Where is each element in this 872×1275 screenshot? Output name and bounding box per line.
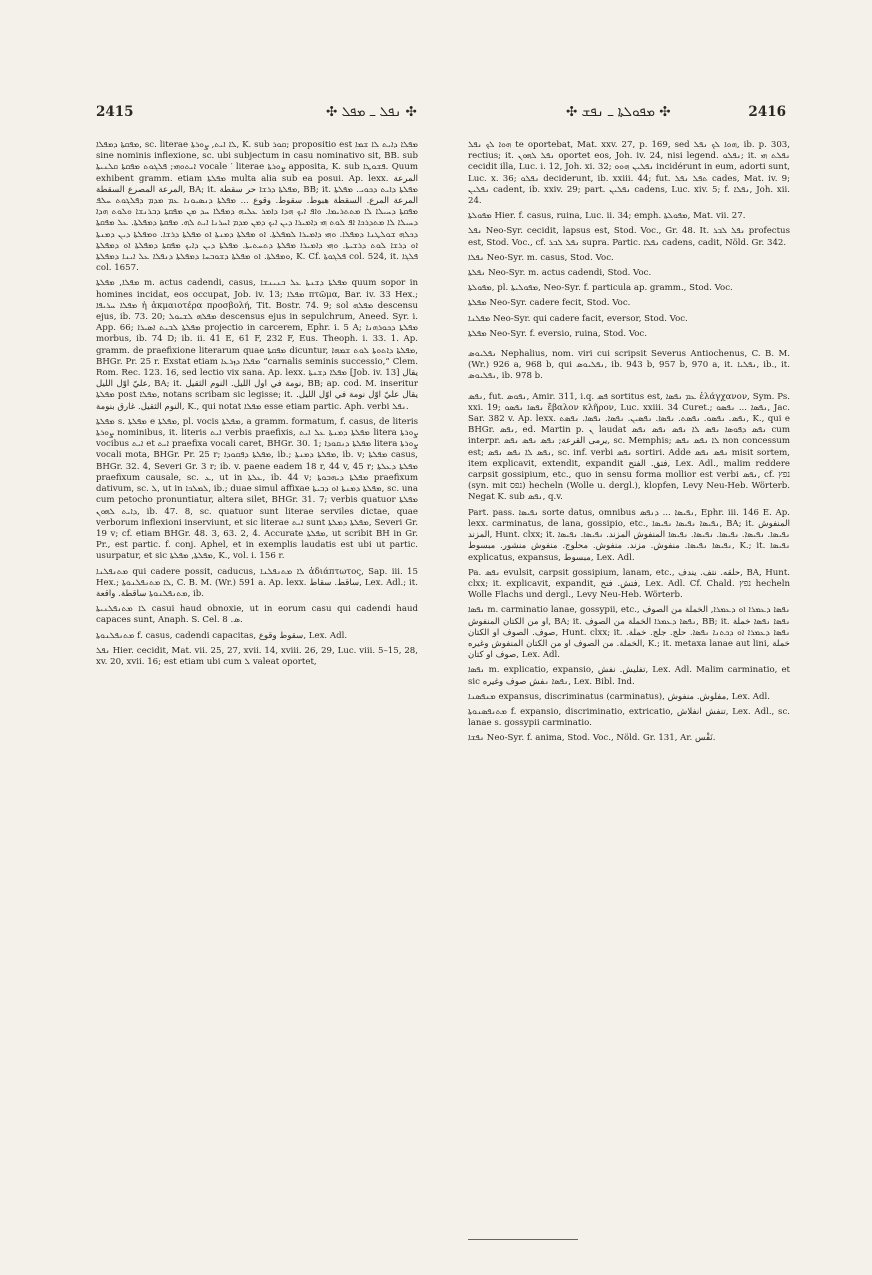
- footer-rule: [468, 1239, 578, 1240]
- entry-right-6: ܡܦܘܠܬܐ, pl. ܡܦܘܠܝܬܐ, Neo-Syr. f. particula ap. gramm., Stod. Voc.: [468, 283, 733, 294]
- page-number-right: 2416: [748, 104, 786, 120]
- entry-left-1: ܡܦܩܬܐ ܕܡܦܠܐ, sc. literae ܠܐ ܐܝܬ, ܨܘܪܬܐ, K. sub ܩܘܪ; propositio est ܡܦܠܐ ܕܐܝܬ ܠܐ ܫܡܐ sine nominis inflexione, sc. ubi subjectum in casu nominativo sit, BB. sub ܐܝܬܘܗܝ; ܦܠܓܘܬ ܡܦܩܬܐ ܩܠܢܝܬܐ vocale ′ literae ܨܘܪܬܐ apposita, K. sub ܦܫܘܛܐ. Quum exhibent gramm. etiam ܡܦܠܬܐ multa alia sub ea posui. Ap. lexx. المرعة المرعة المصرع السقطة, BA; it. ܡܦܠܬܐ ܕܪܫܐ حر سقطة, BB; it. ܡܦܠܬܐ ܕܐܝܬ ܕܟܘܝ. ܡܦܠܬܐ المرعة المرع. السقطة هبوط. سقوط. وقوع ... ܡܦܠܬܐ ܕܢܣܝܘܢܐ ܥܡ ܡܕܡ ܕܦܠܓܘܬ ܚܠܦ ܡܦܩܬܐ ܕܚܝܠܐ ܠܐ ܡܬܬܪܝܡܐ. ܘܐܦ ܐܝܟ ܗܕܐ ܕܐܡܪ ܥܠܝܗ ܕܡܦܠܐ ܚܕ ܡܢ ܡܦܩܬܐ ܕܒܪܢܫܐ ܘܠܘܬ ܗܕܐ ܕܚܝܠܐ ܠܐ ܡܬܕܪܟܐ ܐܦ ܠܘܬ ܗܝ ܕܐܡܝܪܐ ܕܝܢ ܐܝܟ ܕܡܢ ܡܕܡ ܐܚܪܢܐ ܐܝܬ ܠܗ. ܡܦܩܬܐ ܕܡܦܠܬܐ. ܥܠ ܡܦܩܬܐ ܕܟܠܗ ܫܘܠܛܢܐ ܕܡܦܠܐ. ܘܗܝ ܕܐܡܝܪܐ ܠܡܦܠܬܐ. ܐܘ ܡܦܠܬܐ ܕܡܢܬܐ ܐܘ ܡܦܠܬܐ ܕܪܫܐ. ܘܡܦܠܬܐ ܕܝܢ ܕܡܢܬܐ ܐܘ ܕܪܫܐ ܠܘܬ ܕܪܫܝܬܐ. ܘܗܝ ܕܐܡܝܪܐ ܡܦܠܬܐ ܕܬܚܬܝܬܐ. ܡܦܠܬܐ ܕܝܢ ܕܐܝܟ ܡܦܩܬܐ ܕܡܦܠܬܐ ܐܘ ܕܡܦܠܬܐ ܘܡܦܠܬܐ. ܐܘ ܡܦܠܬܐ ܕܫܘܒܚܐ ܕܡܦܠܬܐ ܕܢܦܠܐ ܥܠ ܐܝܢܐ ܕܡܦܠܬܐ, K. Cf. ܦܠܓܘܬܐ col. 524, it. ܦܠܓܐ col. 1657.: [96, 140, 418, 274]
- running-head-right: ✣ ܡܦܘܠܬܐ ـ ܢܦܫ ✣: [566, 104, 671, 120]
- entry-right-5: ܢܦܠܬܐ Neo-Syr. m. actus cadendi, Stod. Voc.: [468, 268, 652, 279]
- page-header: [96, 104, 786, 126]
- page-number-left: 2415: [96, 104, 134, 120]
- entry-right-3: ܢܦܠ Neo-Syr. cecidit, lapsus est, Stod. Voc., Gr. 48. It. ܢܦܠ ܠܒܪ profectus est, Stod. Voc., cf. ܢܦܠ ܠܒܪ supra. Partic. ܢܦܠܐ cadens, cadit, Nöld. Gr. 342.: [468, 226, 790, 248]
- entry-right-1: ܗܘܐ ܠܟ ܢܦܠ te oportebat, Mat. xxv. 27, p. 169, sed ܗܘܐ ܠܟ ܢܦܠ, ib. p. 303, rectius; it. ܢܦܠ ܠܗܘܢ oportet eos, Joh. iv. 24, nisi legend. ܢܦܠܘ; it. ܢܦܠܬ ܗܝ cecidit illa, Luc. i. 12, Joh. xi. 32; ܢܦܠܝܢ ܗܘܘ incidérunt in eum, adorti sunt, Luc. x. 36; ܢܦܠܘ deciderunt, ib. xxiii. 44; fut. ܬܦܠ ܢܦܠ cades, Mat. iv. 9; ܢܦܠܝܢ cadent, ib. xxiv. 29; part. ܢܦܠܝܢ cadens, Luc. xiv. 5; f. ܢܦܠܐ, Joh. xii. 24.: [468, 140, 790, 207]
- entry-right-16: ܡܢܦܣܢܐ expansus, discriminatus (carminatus), مفلوش. منفوش, Lex. Adl.: [468, 691, 770, 702]
- entry-right-12: Part. pass. ܢܦܝܣܐ sorte datus, omnibus ܢܦܝܣܐ ... ܕܢܦܣ, Ephr. iii. 146 E. Ap. lexx. carminatus, de lana, gossipio, etc., ܢܦܝܣܐ ܢܦܝܣܐ ܢܦܝܣܐ, BA; it. المنفوش المزند, Hunt. clxx; it. ܢܦܝܣܐ. ܢܦܝܣܐ. ܢܦܝܣܐ. ܢܦܝܣܐ. ܢܦܝܣܐ المنفوش المزند. ܢܦܝܣܐ. ܢܦܝܣܐ ܢܦܝܣܐ ܢܦܝܣܐ. منفوش. مزند. منفوش. محلوج. منفوش منشور. مبسوط, K.; it. ܢܦܝܣܐ explicatus, expansus, مبسوط, Lex. Adl.: [468, 507, 790, 563]
- entry-right-17: ܡܬܢܦܣܢܘܬܐ f. expansio, discriminatio, extricatio, تنفش انفلاش, Lex. Adl., sc. lanae s. gossypii carminatio.: [468, 706, 790, 729]
- entry-right-14: ܢܦܣܐ m. carminatio lanae, gossypii, etc., ܢܦܣܐ ܕܥܡܪܐ ܐܘ ܕܥܡܪܐ, الخملة من الصوف او من الكتان المنفوش, BA; it. ܢܦܣܐ ܕܥܡܪܐ الخملة من الصوف, BB; it. ܢܦܣܐ ܢܦܣܐ خملة صوف. الصوف او الكتان, Hunt. clxx; it. ܢܦܣܐ ܕܥܡܪܐ ܐܘ ܕܟܬܢܐ ܢܦܣܐ. حلج. جلج. خملة. الخملة. من الصوف او من الكتان المنفوش وغيره, K.; it. metaxa lanae aut lini, خملة صوف او كتان, Lex. Adl.: [468, 605, 790, 661]
- entry-right-7: ܡܦܠܬܐ Neo-Syr. cadere fecit, Stod. Voc.: [468, 298, 631, 309]
- entry-left-4: ܡܬܢܦܠܢܐ qui cadere possit, caducus, ܠܐ ܡܬܢܦܠܢܐ ἀδιάπτωτος, Sap. iii. 15 Hex.; ܠܐ ܡܬܢܦܠܢܘܬܐ, C. B. M. (Wr.) 591 a. Ap. lexx. ساقط. سقاط, Lex. Adl.; it. ܡܬܢܦܠܢܘܬܐ ساقطة. واقعة, ib.: [96, 566, 418, 599]
- entry-left-2: ܡܦܠܐ, ܡܦܠܬܐ m. actus cadendi, casus, ܡܦܠܬܐ ܕܫܢܬܐ ܥܠ ܒܢܝܢܫܐ quum sopor in homines incidat, eos occupat, Job. iv. 13; ܡܦܠܐ πτῶμα, Bar. iv. 33 Hex.; ܡܦܠܐ ܚܪܝܦܐ ἡ ἀκμαιοτέρα προσβολή, Tit. Bostr. 74. 9; sol ܡܦܠܗ descensu ejus, ib. 73. 20; ܡܦܠܗ ܠܫܝܘܠ descensus ejus in sepulchrum, Aneed. Syr. i. App. 66; ܡܦܠܬܐ ܠܒܝܬ ܐܣܝܪܐ projectio in carcerem, Ephr. i. 5 A; ܡܦܠܬܐ ܕܟܘܪܗܢܐ morbus, ib. 74 D; ib. ii. 41 E, 61 F, 232 F, Eus. Theoph. i. 33. 1. Ap. gramm. de praefixione literarum quae ܡܦܩܬܐ dicuntur, ܡܦܠܬܐ ܕܐܬܘܬܐ ܠܘܬ ܫܡܗܐ, BHGr. Pr. 25 r. Exstat etiam ܡܦܠܐ ܕܙܪܥܐ “carnalis seminis successio,” Clem. Rom. Rec. 123. 16, sed lectio vix sana. Ap. lexx. ܡܦܠܐ ܕܫܢܬܐ [Job. iv. 13] يقال عليّ اوّل الليل, BA; it. نومة في اول الليل. النوم الثقيل, BB; ap. cod. M. inseritur ܡܦܠܬܐ post ܡܦܠܐ, notans scribam sic legisse; it. يقال عليّ اوّل نومة في اوّل الليل. النوم الثقيل. غارق بنومة, K., qui notat ܡܦܠܐ esse etiam partic. Aph. verbi ܢܦܠ.: [96, 278, 418, 412]
- running-head-left: ✣ ܢܦܠ ـ ܡܦܠ ✣: [326, 104, 417, 120]
- entry-left-5: ܠܐ ܡܬܢܦܠܢܝܬܐ casui haud obnoxie, ut in eorum casu qui cadendi haud capaces sunt, Anaph. S. Cel. ܣ. 8.: [96, 604, 418, 626]
- right-column: [468, 140, 790, 1250]
- entry-right-10: ܢܦܠܝܘܣ Nephalius, nom. viri cui scripsit Severus Antiochenus, C. B. M. (Wr.) 926 a, 968 b, qui ܢܦܠܝܘܣ, ib. 943 b, 957 b, 970 a, it. ܢܦܠܝܐ, ib., it. ܢܦܠܝܘܣ, ib. 978 b.: [468, 349, 790, 382]
- entry-right-13: Pa. ܢܦܣ evulsit, carpsit gossipium, lanam, etc., حلقه. نتف. يندف, BA, Hunt. clxx; it. explicavit, expandit, فتش. فتح, Lex. Adl. Cf. Chald. נפץ hecheln Wolle Flachs und dergl., Levy Neu-Heb. Wörterb.: [468, 567, 790, 601]
- entry-left-7: ܢܦܠ Hier. cecidit, Mat. vii. 25, 27, xvii. 14, xviii. 26, 29, Luc. viii. 5–15, 28, xv. 20, xvii. 16; est etiam ubi cum ܠ valeat oportet,: [96, 645, 418, 667]
- entry-right-2: ܡܦܘܠܬܐ Hier. f. casus, ruina, Luc. ii. 34; emph. ܡܦܘܠܬܐ, Mat. vii. 27.: [468, 211, 746, 222]
- entry-right-15: ܢܦܣܐ m. explicatio, expansio, تفليش. نفش, Lex. Adl. Malim carminatio, et sic ܢܦܣܐ ܢفش صوف وغيره, Lex. Bibl. Ind.: [468, 665, 790, 687]
- entry-right-11: ܢܦܣ, fut. ܢܦܘܣ, Amir. 311, i.q. ܦܣ sortitus est, ܥܡ ܢܦܣܐ ἐλάγχανον, Sym. Ps. xxi. 19; ܢܦܣܐ ܢܦܣܘ ἔβαλον κλῆρον, Luc. xxiii. 34 Curet.; ܢܦܣܐ ... ܢܦܣܘ, Jac. Sar. 382 v. Ap. lexx. ܢܦܣ. ܢܦܣܘ. ܢܦܣܬ. ܢܦܣܐ. ܢܦܣܝܢ. ܢܦܣܐ. ܢܦܣܐ. ܢܦܣܬ, K., qui e BHGr. ܢܦܣ, ed. Martin p. ܢ laudat ܢܦܣ ܕܦܘܣܐ ܢܦܣ ܠܐ ܢܦܣ ܢܦܣ ܢܦܣ cum interpr. يرمى القرعة; ܢܦܣ ܢܦܣ ܢܦܣ, sc. Memphis; ܠܐ ܢܦܣ ܢܦܣ non concessum est; ܢܦܣ ܠܐ ܢܦܣ ܢܦܣ, sc. inf. verbi ܢܦܣ sortiri. Adde ܢܦܣ ܢܦܣ misit sortem, item explicavit, extendit, expandit فتق. الفتح, Lex. Adl., malim reddere carpsit gossipium, etc., quo in sensu forma mollior est verbi ܢܦܣ, cf. נפץ (syn. mit נפס) hecheln (Wolle u. dergl.), klopfen, Levy Neu-Heb. Wörterb. Negat K. sub ܢܦܣ, q.v.: [468, 391, 790, 503]
- entry-right-18: ܢܦܫܐ Neo-Syr. f. anima, Stod. Voc., Nöld. Gr. 131, Ar. نَفْس.: [468, 733, 716, 744]
- entry-right-9: ܡܦܠܬܐ Neo-Syr. f. eversio, ruina, Stod. Voc.: [468, 328, 647, 339]
- entry-left-3: ܡܦܠܬܐ s. ܡܦܠܬܐ e ܡܦܠܬܐ, pl. vocis ܡܦܠܬܐ, a gramm. formatum, f. casus, de literis ܨܘܪܬܐ nominibus, it. literis ܐܝܬ verbis praefixis, ܡܦܠܬܐ ܕܡܢܬܐ ܥܠ ܐܝܬ litera ܨܘܪܬܐ vocibus ܐܝܬ et ܐܝܬ praefixa vocali caret, BHGr. 30. 1; ܡܦܠܬܐ ܕܢܩܘܕܐ litera ܨܘܪܬܐ vocali mota, BHGr. Pr. 25 r; ܡܦܠܬܐ ܕܦܩܘܕܐ, ib.; ܡܦܠܬܐ ܕܡܢܬܐ, ib. v; ܡܦܠܬܐ casus, BHGr. 32. 4, Severi Gr. 3 r; ib. v. paene eadem 18 r, 44 v, 45 r; ܡܦܠܬܐ ܕܥܠܬܐ praefixum causale, sc. ܥ, ut in ܥܠܬܐ, ib. 44 v; ܡܦܠܬܐ ܕܝܗܒܘܬܐ praefixum dativum, sc. ܠ, ut in ܠܡܠܟܐ, ib.; duae simul affixae ܡܦܠܬܐ ܕܡܢܬܐ ܐܘ ܕܒܝܬܐ, sc. una cum petocho pronuntiatur, altera silet, BHGr. 31. 7; verbis quatuor ܡܦܠܬܐ ܕܐܝܬ ܠܗܘܢ, ib. 47. 8, sc. quatuor sunt literae serviles dictae, quae verborum inflexioni inserviunt, et sic literae ܐܝܬ sunt ܡܦܠܬܐ ܕܡܠܬܐ, Severi Gr. 19 v; cf. etiam BHGr. 48. 3, 63. 2, 4. Accurate ܡܦܠܬܐ, ut scribit BH in Gr. Pr., est partic. f. conj. Aphel, et in exemplis laudatis est ubi ut partic. usurpatur, et sic ܡܦܠܬܐ, ܡܦܠܬܐ, K., vol. i. 156 r.: [96, 416, 418, 562]
- entry-left-6: ܡܬܢܦܠܢܘܬܐ f. casus, cadendi capacitas, سقوط وقوع, Lex. Adl.: [96, 630, 348, 641]
- entry-right-4: ܢܦܠܐ Neo-Syr. m. casus, Stod. Voc.: [468, 252, 614, 263]
- entry-right-8: ܡܦܠܢܐ Neo-Syr. qui cadere facit, eversor, Stod. Voc.: [468, 313, 688, 324]
- left-column: [96, 140, 418, 1250]
